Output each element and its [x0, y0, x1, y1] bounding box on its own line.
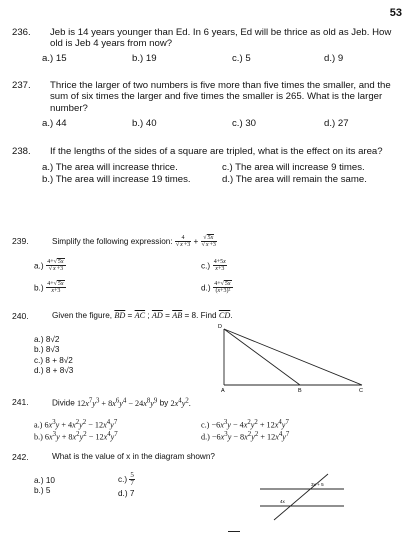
question-number: 236.	[12, 27, 31, 38]
answer-options	[42, 53, 404, 65]
question-text: What is the value of x in the diagram shown?	[52, 452, 215, 461]
question-239	[12, 235, 404, 249]
question-number: 242.	[12, 452, 29, 462]
option-label: d.)	[201, 283, 211, 293]
label-b: B	[298, 388, 302, 393]
option-a[interactable]: a.) The area will increase thrice.	[42, 162, 178, 174]
option-a[interactable]: a.) 15	[42, 52, 67, 64]
option-b[interactable]: b.) 40	[132, 117, 157, 129]
expression-fraction-1: $\frac{4}{√x+3}$	[175, 235, 191, 249]
label-a: A	[221, 388, 225, 393]
option-b[interactable]: b.) 8√3	[34, 345, 60, 355]
option-c[interactable]: c.) $\frac{5}{7}$	[118, 471, 134, 488]
option-a[interactable]: a.) 8√2	[34, 335, 60, 344]
option-c[interactable]: c.) 30	[232, 117, 256, 129]
answer-options-241-left	[34, 419, 118, 443]
question-number: 237.	[12, 80, 31, 91]
question-text: Given the figure, $\overline{BD} = \overline{AC}$ ; $\overline{AD} = \overline{AB} = 8$. Find $\overline{CD}$.	[52, 311, 233, 320]
question-number: 238.	[12, 146, 31, 157]
option-d[interactable]: d.) The area will remain the same.	[222, 174, 367, 186]
label-d: D	[218, 324, 222, 330]
dividend-expression: $12x^7y^3 + 8x^6y^4 - 24x^8y^9$	[77, 397, 158, 408]
question-text	[52, 397, 404, 408]
question-236	[12, 27, 404, 65]
question-text-pre: Divide	[52, 398, 75, 408]
question-text: If the lengths of the sides of a square are tripled, what is the effect on its area?	[50, 146, 383, 157]
option-b[interactable]: b.) 19	[132, 52, 157, 64]
option-label: c.)	[201, 261, 211, 271]
option-a[interactable]: a.) $6x^3y + 4x^2y^2 - 12x^4y^7$	[34, 419, 118, 430]
divisor-expression: $2x^4y^2$.	[170, 397, 191, 408]
option-d[interactable]: $d.) -6x^3y - 8x^2y^2 + 12x^4y^7$	[201, 430, 290, 442]
option-c[interactable]: $c.) -6x^3y - 4x^2y^2 + 12x^4y^7$	[201, 419, 289, 430]
option-a[interactable]: a.) 10	[34, 476, 55, 485]
option-c[interactable]: c.) 5	[232, 52, 251, 64]
option-label: b.)	[34, 283, 44, 293]
expression-fraction-2: $\frac{√5x}{√x+3}$	[201, 235, 216, 249]
question-240	[12, 311, 404, 321]
question-text: Thrice the larger of two numbers is five more than five times the smaller, and the sum of six times the larger and five times the smaller is 265. What is the larger number?	[50, 80, 391, 114]
option-label: c.)	[201, 420, 210, 430]
question-242	[12, 452, 404, 462]
option-label: b.)	[34, 432, 43, 442]
question-text-label: Simplify the following expression:	[52, 236, 173, 246]
option-c[interactable]: c.) 8 + 8√2	[34, 355, 73, 365]
answer-options-242-left	[34, 476, 55, 497]
option-label: d.)	[201, 432, 210, 442]
question-text-pre: Given the figure,	[52, 311, 113, 320]
answer-options-240	[34, 335, 73, 377]
option-d[interactable]: d.) 7	[118, 488, 135, 498]
angle-label-3x-plus-5: 3x + 5	[311, 482, 324, 487]
option-d-239[interactable]: d.) $\frac{4+√5x}{\text{(x+3)²}}$	[201, 281, 231, 295]
option-b-239[interactable]: b.) $\frac{4+√5x}{x+3}$	[34, 281, 64, 295]
option-b[interactable]: b.) $6x^3y + 8x^2y^2 - 12x^4y^7$	[34, 430, 118, 442]
option-c[interactable]: c.) The area will increase 9 times.	[222, 162, 365, 174]
question-238	[12, 146, 404, 186]
option-d[interactable]: d.) 8 + 8√3	[34, 366, 74, 376]
answer-options	[42, 118, 404, 130]
question-number: 239.	[12, 236, 29, 246]
question-number: 240.	[12, 311, 29, 321]
question-text: Simplify the following expression: $\frac{4}{√x+3}$ + $\frac{√5x}{√x+3}$	[52, 235, 216, 249]
answer-options-242-right	[118, 472, 135, 498]
label-c: C	[359, 388, 363, 393]
option-label: c.)	[118, 475, 128, 485]
option-b[interactable]: b.) The area will increase 19 times.	[42, 174, 191, 186]
question-text: Jeb is 14 years younger than Ed. In 6 years, Ed will be thrice as old as Jeb. How old is Jeb 4 years from now?	[50, 27, 392, 50]
answer-options-row2	[42, 174, 404, 186]
option-d[interactable]: d.) 9	[324, 52, 344, 64]
option-b[interactable]: b.) 5	[34, 486, 51, 496]
option-c-239[interactable]: c.) $\frac{4+5x}{x+3}$	[201, 259, 226, 273]
parallel-lines-figure	[256, 470, 348, 522]
option-label: a.)	[34, 420, 43, 430]
question-text-post: by	[159, 398, 169, 408]
answer-options-241-right	[201, 419, 289, 443]
page-number: 53	[389, 7, 402, 19]
answer-options-row1	[42, 162, 404, 174]
angle-label-4x: 4x	[280, 499, 285, 504]
option-a-239[interactable]: a.) $\frac{4+√5x}{√x+3}$	[34, 259, 64, 273]
option-d[interactable]: d.) 27	[324, 117, 349, 129]
question-237	[12, 80, 404, 130]
question-241	[12, 397, 404, 408]
question-number: 241.	[12, 397, 29, 407]
question-text-post: = 8. Find	[184, 311, 217, 320]
triangle-figure	[216, 321, 366, 393]
option-label: a.)	[34, 261, 44, 271]
page-footer-mark	[228, 531, 240, 532]
option-a[interactable]: a.) 44	[42, 117, 67, 129]
